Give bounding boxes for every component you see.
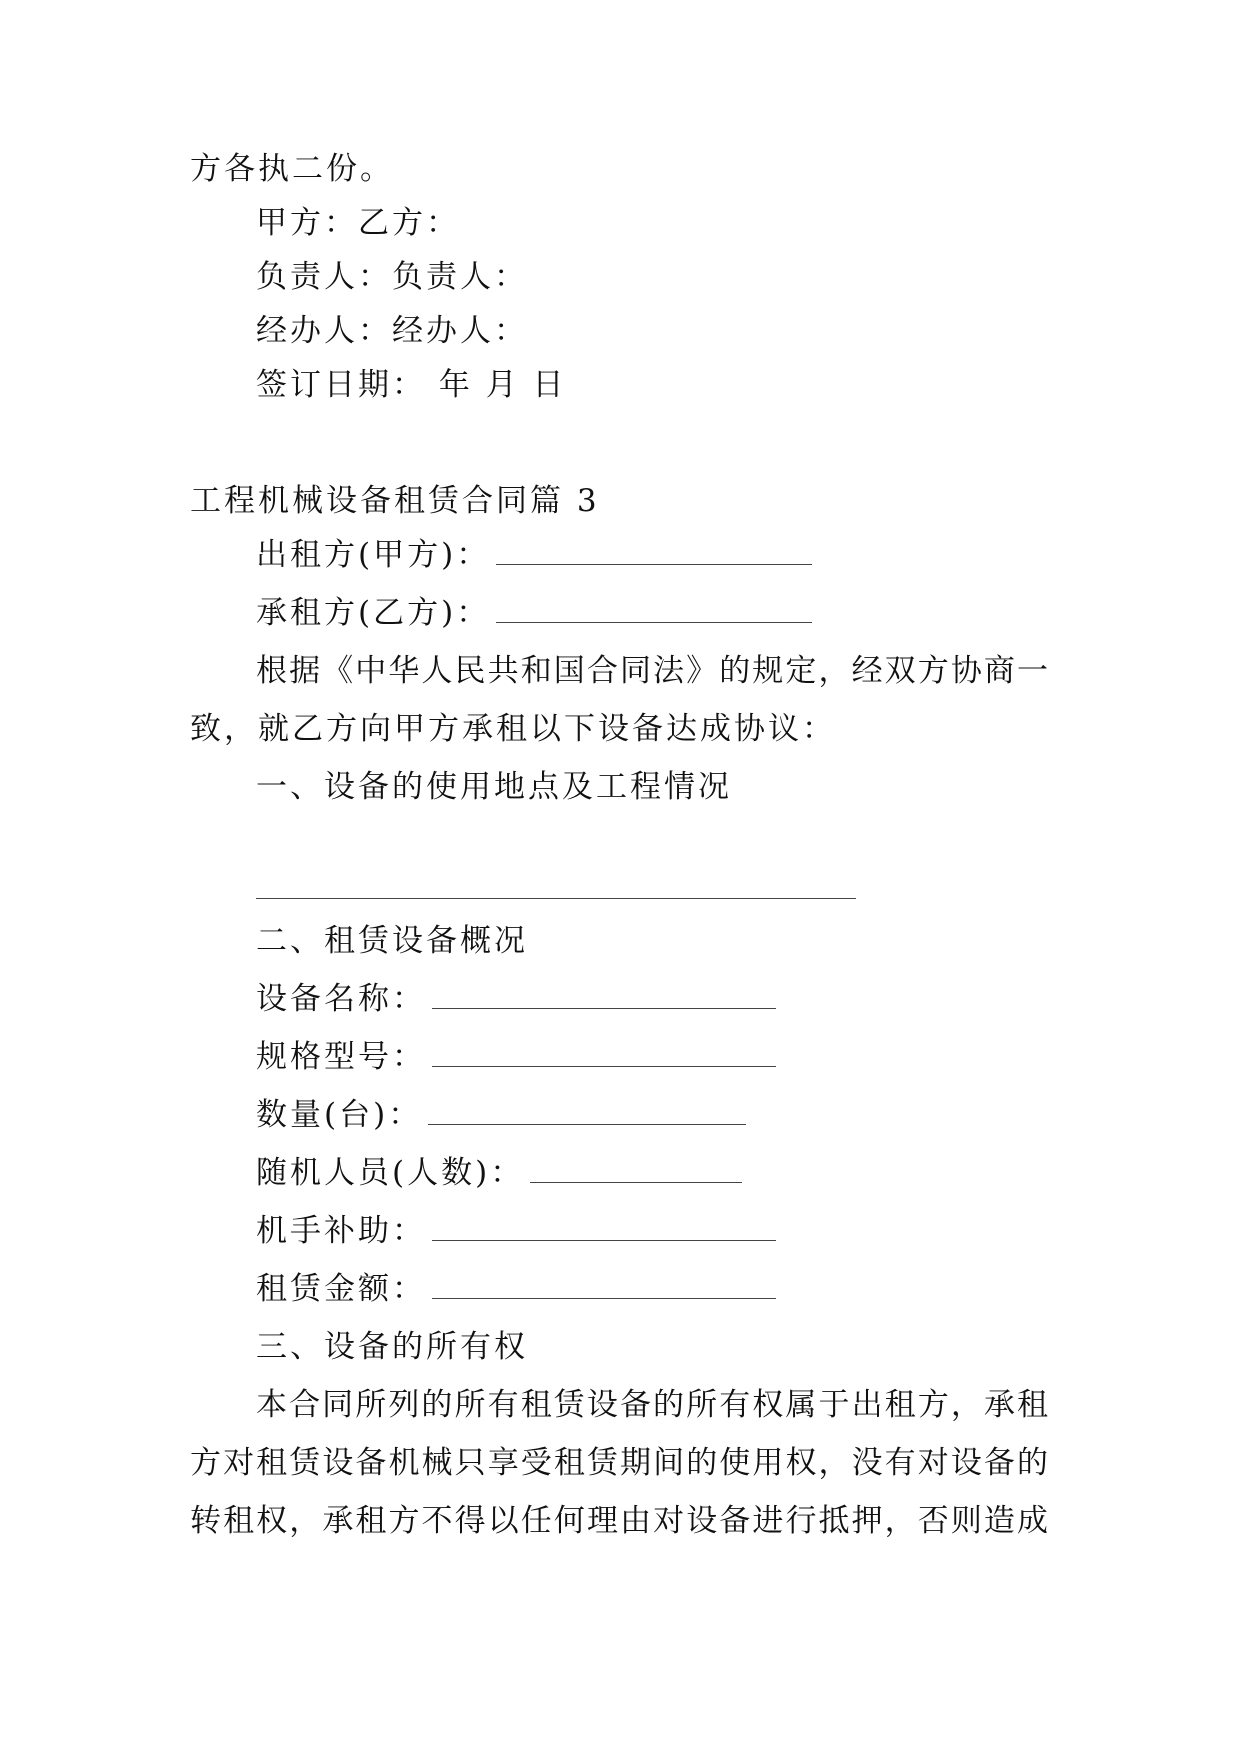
crew-label: 随机人员(人数)： bbox=[256, 1155, 525, 1191]
spec-model-field bbox=[256, 1034, 776, 1080]
lessee-blank bbox=[496, 592, 812, 623]
rent-amount-blank bbox=[432, 1268, 776, 1299]
ownership-paragraph-line-2 bbox=[190, 1440, 1050, 1486]
responsible-person-line: 负责人：负责人： bbox=[256, 259, 528, 295]
sign-date-line: 签订日期： 年 月 日 bbox=[256, 367, 567, 403]
spec-model-blank bbox=[432, 1036, 776, 1067]
crew-blank bbox=[530, 1152, 742, 1183]
operator-subsidy-field bbox=[256, 1208, 776, 1254]
quantity-label: 数量(台)： bbox=[256, 1097, 423, 1133]
section-1-heading: 一、设备的使用地点及工程情况 bbox=[256, 769, 732, 805]
lessor-blank bbox=[496, 534, 812, 565]
ownership-paragraph-line-1 bbox=[256, 1382, 1050, 1428]
quantity-field bbox=[256, 1092, 746, 1138]
lessee-label: 承租方(乙方)： bbox=[256, 595, 491, 631]
handler-line: 经办人：经办人： bbox=[256, 313, 528, 349]
party-a-b-line: 甲方：乙方： bbox=[256, 205, 460, 241]
usage-location-blank bbox=[256, 898, 856, 899]
basis-text-1: 根据《中华人民共和国合同法》的规定，经双方协商一 bbox=[256, 653, 1050, 689]
lessee-field bbox=[256, 590, 812, 636]
equipment-name-field bbox=[256, 976, 776, 1022]
section-title: 工程机械设备租赁合同篇 3 bbox=[190, 483, 600, 519]
quantity-blank bbox=[428, 1094, 746, 1125]
ownership-text-2: 方对租赁设备机械只享受租赁期间的使用权，没有对设备的 bbox=[190, 1445, 1050, 1481]
ownership-text-3: 转租权，承租方不得以任何理由对设备进行抵押，否则造成 bbox=[190, 1503, 1050, 1539]
section-2-heading: 二、租赁设备概况 bbox=[256, 923, 528, 959]
operator-subsidy-label: 机手补助： bbox=[256, 1213, 426, 1249]
equipment-name-blank bbox=[432, 978, 776, 1009]
crew-field bbox=[256, 1150, 742, 1196]
section-3-heading: 三、设备的所有权 bbox=[256, 1329, 528, 1365]
operator-subsidy-blank bbox=[432, 1210, 776, 1241]
spec-model-label: 规格型号： bbox=[256, 1039, 426, 1075]
rent-amount-label: 租赁金额： bbox=[256, 1271, 426, 1307]
lessor-field bbox=[256, 532, 812, 578]
ownership-text-1: 本合同所列的所有租赁设备的所有权属于出租方，承租 bbox=[256, 1387, 1050, 1423]
lessor-label: 出租方(甲方)： bbox=[256, 537, 491, 573]
basis-paragraph-line-1 bbox=[256, 648, 1050, 694]
rent-amount-field bbox=[256, 1266, 776, 1312]
copies-line: 方各执二份。 bbox=[190, 151, 394, 187]
equipment-name-label: 设备名称： bbox=[256, 981, 426, 1017]
ownership-paragraph-line-3 bbox=[190, 1498, 1050, 1544]
basis-paragraph-line-2: 致，就乙方向甲方承租以下设备达成协议： bbox=[190, 711, 836, 747]
